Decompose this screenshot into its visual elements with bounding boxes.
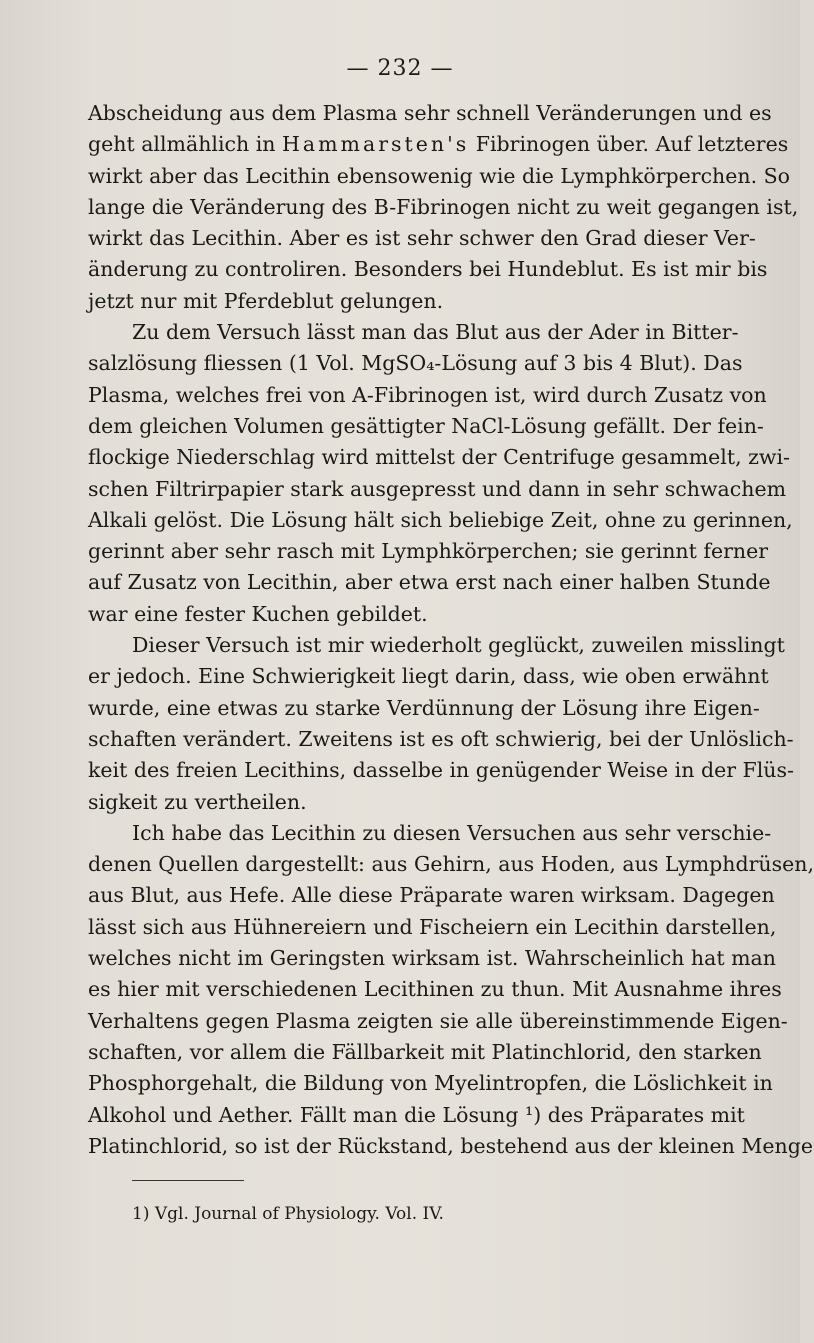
text-line: Ich habe das Lecithin zu diesen Versuchen aus sehr verschie- [132,820,772,845]
text-line: lässt sich aus Hühnereiern und Fischeiern ein Lecithin darstellen, [88,914,777,939]
text-line: Platinchlorid, so ist der Rückstand, bestehend aus der kleinen Menge [88,1133,813,1158]
text-line: keit des freien Lecithins, dasselbe in genügender Weise in der Flüs- [88,758,794,783]
text-line: Zu dem Versuch lässt man das Blut aus der Ader in Bitter- [132,320,739,345]
text-line: sigkeit zu vertheilen. [88,789,307,814]
text-line: flockige Niederschlag wird mittelst der Centrifuge gesammelt, zwi- [88,445,790,470]
text-line: Abscheidung aus dem Plasma sehr schnell Veränderungen und es [88,101,772,125]
text-line: war eine fester Kuchen gebildet. [88,601,428,626]
body-text [88,98,814,1162]
text-line: Plasma, welches frei von A-Fibrinogen ist, wird durch Zusatz von [88,382,767,407]
text-line: denen Quellen dargestellt: aus Gehirn, aus Hoden, aus Lymphdrüsen, [88,852,814,877]
text-segment: geht allmählich in [88,132,282,157]
text-line: er jedoch. Eine Schwierigkeit liegt darin, dass, wie oben erwähnt [88,664,769,689]
page-number: — 232 — [346,56,454,81]
text-line: schen Filtrirpapier stark ausgepresst und dann in sehr schwachem [88,476,787,501]
text-line: dem gleichen Volumen gesättigter NaCl-Lösung gefällt. Der fein- [88,413,764,438]
text-line: welches nicht im Geringsten wirksam ist. Wahrscheinlich hat man [88,946,776,971]
text-line: schaften verändert. Zweitens ist es oft schwierig, bei der Unlöslich- [88,726,794,751]
text-line: Phosphorgehalt, die Bildung von Myelintropfen, die Löslichkeit in [88,1071,773,1096]
text-segment: Fibrinogen über. Auf letzteres [469,132,789,157]
text-line: Alkali gelöst. Die Lösung hält sich beliebige Zeit, ohne zu gerinnen, [88,507,793,532]
footnote: 1) Vgl. Journal of Physiology. Vol. IV. [132,1204,444,1224]
footnote-divider [132,1180,244,1181]
spaced-name: Hammarsten's [282,132,470,157]
text-line: Alkohol und Aether. Fällt man die Lösung ¹) des Präparates mit [88,1102,745,1127]
text-line: jetzt nur mit Pferdeblut gelungen. [88,288,444,313]
text-line: lange die Veränderung des B-Fibrinogen nicht zu weit gegangen ist, [88,194,799,219]
text-line: salzlösung fliessen (1 Vol. MgSO₄-Lösung auf 3 bis 4 Blut). Das [88,351,743,376]
text-line: wurde, eine etwas zu starke Verdünnung der Lösung ihre Eigen- [88,695,760,720]
text-line: auf Zusatz von Lecithin, aber etwa erst nach einer halben Stunde [88,570,771,595]
text-line: Verhaltens gegen Plasma zeigten sie alle übereinstimmende Eigen- [88,1008,788,1033]
text-line: es hier mit verschiedenen Lecithinen zu thun. Mit Ausnahme ihres [88,977,782,1002]
text-line [88,129,789,160]
text-line: wirkt das Lecithin. Aber es ist sehr schwer den Grad dieser Ver- [88,226,756,251]
text-line: gerinnt aber sehr rasch mit Lymphkörperchen; sie gerinnt ferner [88,539,769,564]
text-line: schaften, vor allem die Fällbarkeit mit Platinchlorid, den starken [88,1039,762,1064]
text-line: Dieser Versuch ist mir wiederholt geglückt, zuweilen misslingt [132,633,785,658]
text-line: änderung zu controliren. Besonders bei Hundeblut. Es ist mir bis [88,257,768,282]
text-line: wirkt aber das Lecithin ebensowenig wie die Lymphkörperchen. So [88,163,791,188]
text-line: aus Blut, aus Hefe. Alle diese Präparate waren wirksam. Dagegen [88,883,775,908]
